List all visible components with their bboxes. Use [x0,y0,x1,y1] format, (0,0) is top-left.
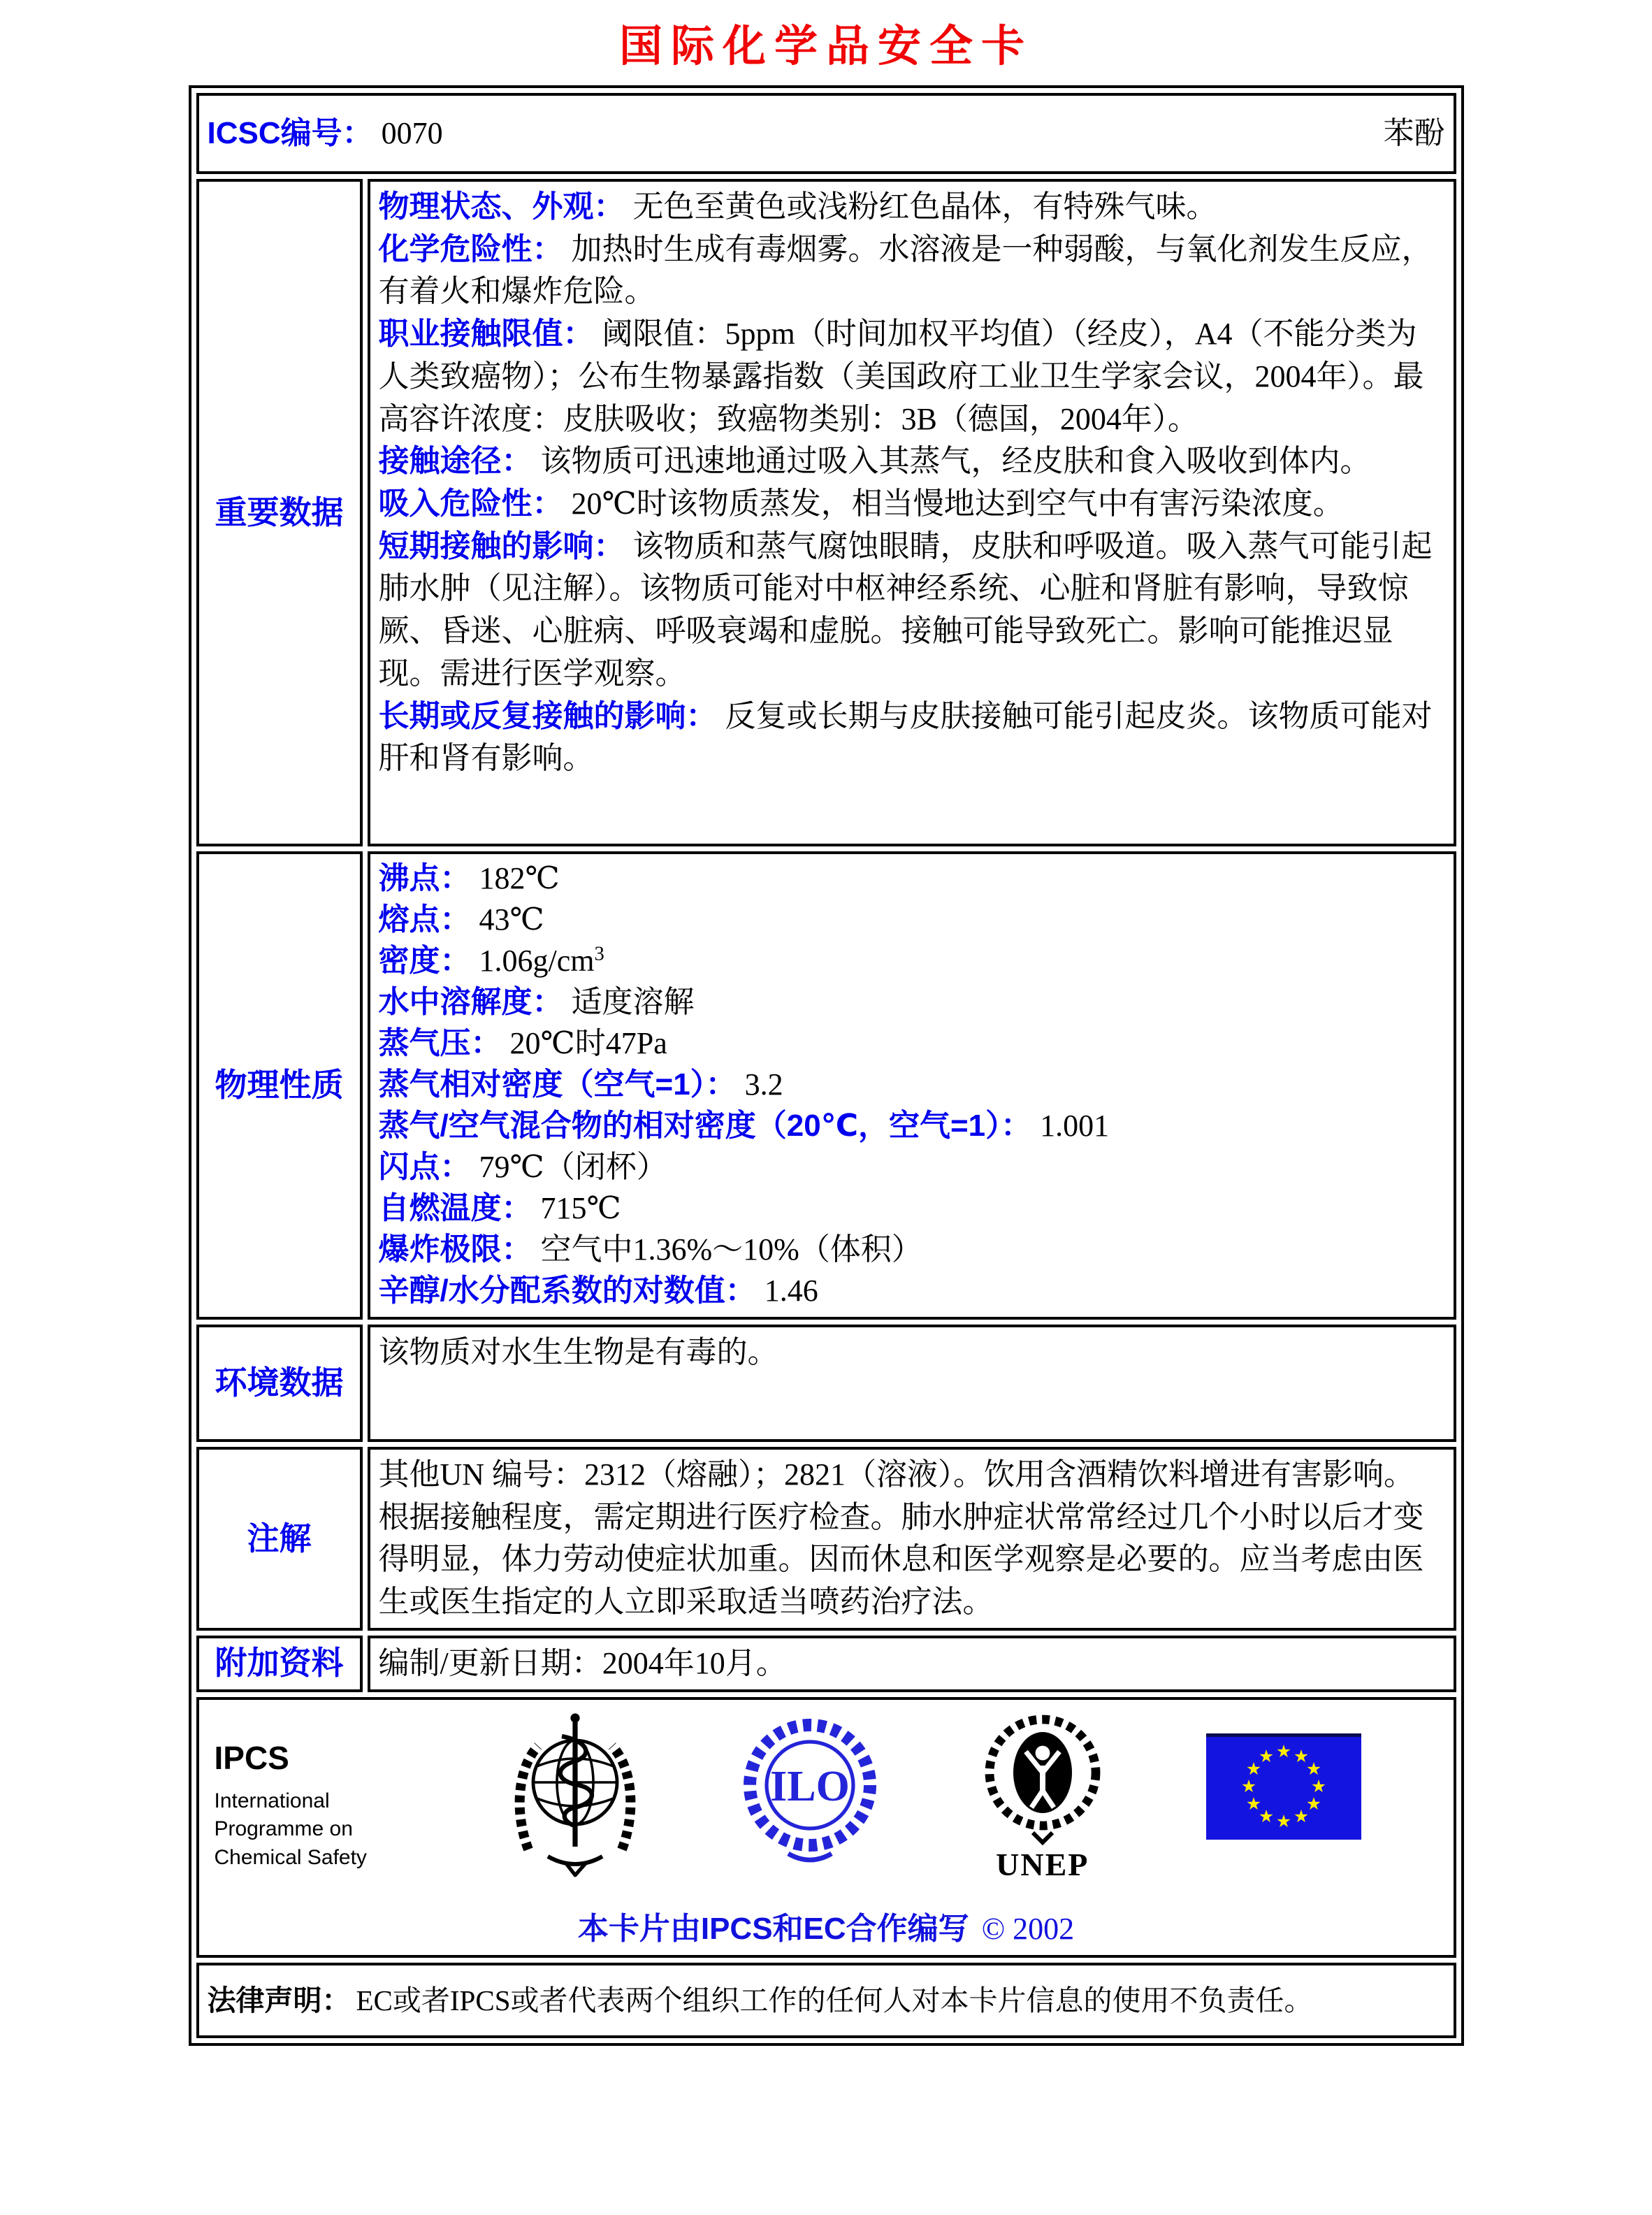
row-environmental-data [196,1325,1456,1442]
icsc-number-group [208,113,443,155]
property-row: 爆炸极限： 空气中1.36%～10%（体积） [378,1232,922,1267]
property-row: 自燃温度： 715℃ [378,1190,621,1225]
section-label-additional: 附加资料 [196,1636,363,1692]
row-notes [196,1447,1456,1631]
page-title: 国际化学品安全卡 [618,20,1033,71]
section-label-physical: 物理性质 [196,851,363,1320]
row-additional-info [196,1636,1456,1692]
unep-logo [980,1710,1106,1886]
property-row: 水中溶解度： 适度溶解 [378,984,695,1019]
header-row [196,93,1456,174]
superscript: 3 [594,943,604,965]
chemical-name: 苯酚 [1383,115,1445,150]
icsc-number-value: 0070 [381,115,443,150]
important-item: 长期或反复接触的影响： 反复或长期与皮肤接触可能引起皮炎。该物质可能对肝和肾有影响。 [378,698,1433,776]
property-row: 沸点： 182℃ [378,861,560,895]
important-item: 物理状态、外观： 无色至黄色或浅粉红色晶体，有特殊气味。 [378,189,1217,224]
row-legal-notice [196,1963,1456,2038]
important-item: 接触途径： 该物质可迅速地通过吸入其蒸气，经皮肤和食入吸收到体内。 [378,444,1371,479]
row-physical-properties [196,851,1456,1320]
important-item: 吸入危险性： 20℃时该物质蒸发，相当慢地达到空气中有害污染浓度。 [378,486,1344,521]
section-label-important: 重要数据 [196,179,363,846]
additional-info-content: 编制/更新日期：2004年10月。 [368,1636,1456,1692]
section-label-notes: 注解 [196,1447,363,1631]
important-item: 短期接触的影响： 该物质和蒸气腐蚀眼睛，皮肤和呼吸道。吸入蒸气可能引起肺水肿（见注解）。该物质可能对中枢神经系统、心脏和肾脏有影响，导致惊厥、昏迷、心脏病、呼吸衰竭和虚脱。接触可能导致死亡。影响可能推迟显现。需进行医学观察。 [378,528,1433,691]
row-logos [196,1697,1456,1958]
notes-content: 其他UN 编号：2312（熔融）；2821（溶液）。饮用含酒精饮料增进有害影响。根据接触程度，需定期进行医疗检查。肺水肿症状常常经过几个小时以后才变得明显，体力劳动使症状加重。因而休息和医学观察是必要的。应当考虑由医生或医生指定的人立即采取适当喷药治疗法。 [368,1447,1456,1631]
ipcs-acronym: IPCS [214,1739,289,1776]
property-row: 熔点： 43℃ [378,902,544,937]
property-row: 闪点： 79℃（闭杯） [378,1149,667,1184]
property-row: 蒸气压： 20℃时47Pa [378,1025,667,1060]
legal-notice-label: 法律声明： [207,1984,351,2016]
property-row: 辛醇/水分配系数的对数值： 1.46 [378,1273,818,1308]
icsc-number-label: ICSC编号： [207,115,373,150]
legal-notice-cell [196,1963,1456,2038]
unep-logo-text: UNEP [996,1846,1089,1882]
icsc-card-table [189,85,1464,2046]
important-item: 化学危险性： 加热时生成有毒烟雾。水溶液是一种弱酸，与氧化剂发生反应，有着火和爆炸危险。 [378,231,1433,309]
environmental-data-content: 该物质对水生生物是有毒的。 [368,1325,1456,1442]
physical-properties-content [368,851,1456,1320]
eu-flag [1206,1733,1361,1852]
ilo-logo [741,1710,879,1885]
row-important-data [196,179,1456,846]
property-row: 蒸气/空气混合物的相对密度（20℃，空气=1）： 1.001 [378,1108,1110,1143]
important-item: 职业接触限值： 阈限值：5ppm（时间加权平均值）（经皮），A4（不能分类为人类致癌物）；公布生物暴露指数（美国政府工业卫生学家会议，2004年）。最高容许浓度：皮肤吸收；致癌物类别：3B（德国，2004年）。 [378,317,1424,436]
section-label-environment: 环境数据 [196,1325,363,1442]
ipcs-text-block: IPCS International Programme on Chemical Safety [215,1739,410,1873]
ilo-logo-text: ILO [770,1762,850,1810]
header-cell [196,93,1456,174]
cooperation-caption: 本卡片由IPCS和EC合作编写 © 2002 [577,1912,1075,1947]
who-logo [510,1710,640,1899]
property-row: 密度： $1.06g/cm^3$ [378,943,604,978]
important-data-content [368,179,1456,846]
property-row: 蒸气相对密度（空气=1）： 3.2 [378,1067,783,1102]
logos-cell [196,1697,1456,1958]
legal-notice-text: EC或者IPCS或者代表两个组织工作的任何人对本卡片信息的使用不负责任。 [356,1984,1313,2016]
